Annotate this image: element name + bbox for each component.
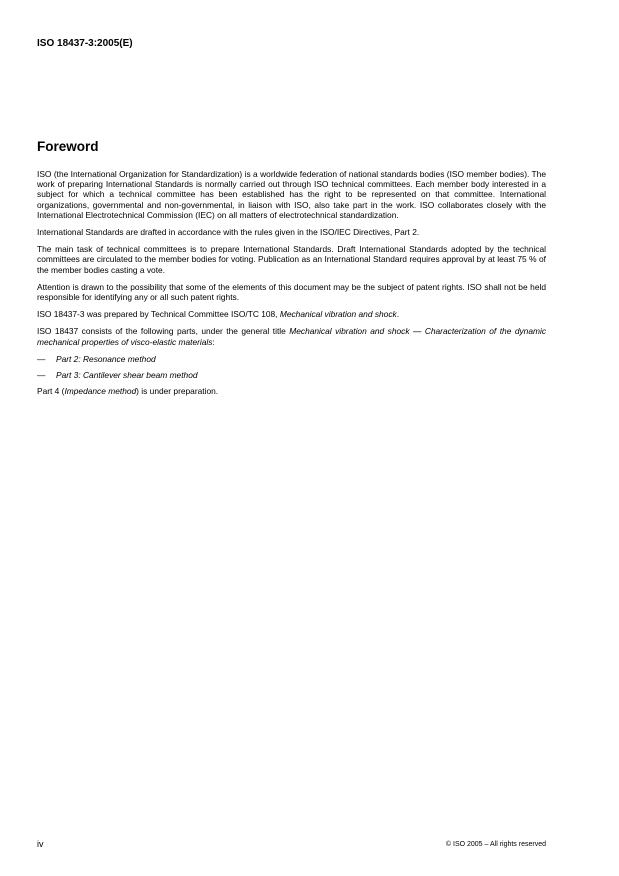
paragraph-drafting-rules: International Standards are drafted in accordance with the rules given in the ISO/IEC Directives, Part 2. [37,227,420,238]
parts-intro-end: : [212,336,215,347]
paragraph-part4 [37,386,546,396]
paragraph-main-task: The main task of technical committees is to prepare International Standards. Draft International Standards adopted by the technical committees are circulated to the member bodies for voting. Publication as an International Standard requires approval by at least 75 % of the member bodies casting a vote. [37,244,546,275]
committee-title: Mechanical vibration and shock [279,309,397,320]
foreword-body [37,169,546,403]
list-item-text: Part 3: Cantilever shear beam method [56,370,198,381]
prepared-by-end: . [396,309,400,320]
copyright-notice: © ISO 2005 – All rights reserved [445,841,546,848]
paragraph-patent-rights: Attention is drawn to the possibility that some of the elements of this document may be the subject of patent rights. ISO shall not be held responsible for identifying any or all such patent rights. [37,281,546,303]
part4-end: ) is under preparation. [136,386,219,397]
document-id-header: ISO 18437-3:2005(E) [37,38,133,49]
parts-intro-text: ISO 18437 consists of the following parts, under the general title [37,326,290,337]
part4-method: Impedance method [64,386,137,397]
list-item-text: Part 2: Resonance method [56,353,156,364]
list-item [37,354,546,364]
general-title: Mechanical vibration and shock — Characterization of the dynamic mechanical properties of visco-elastic materials [37,326,547,347]
page-number: iv [37,839,44,849]
list-dash: — [37,370,46,381]
page-title: Foreword [37,139,99,154]
list-item [37,370,546,380]
paragraph-prepared-by [37,309,546,319]
prepared-by-text: ISO 18437-3 was prepared by Technical Committee ISO/TC 108, [37,309,280,320]
paragraph-iso-description: ISO (the International Organization for Standardization) is a worldwide federation of national standards bodies (ISO member bodies). The work of preparing International Standards is normally carried out through ISO technical committees. Each member body interested in a subject for which a technical committee has been established has the right to be represented on that committee. International organizations, governmental and non-governmental, in liaison with ISO, also take part in the work. ISO collaborates closely with the International Electrotechnical Commission (IEC) on all matters of electrotechnical standardization. [37,169,546,220]
list-dash: — [37,353,46,364]
part4-text: Part 4 ( [37,386,65,397]
paragraph-parts [37,326,546,346]
